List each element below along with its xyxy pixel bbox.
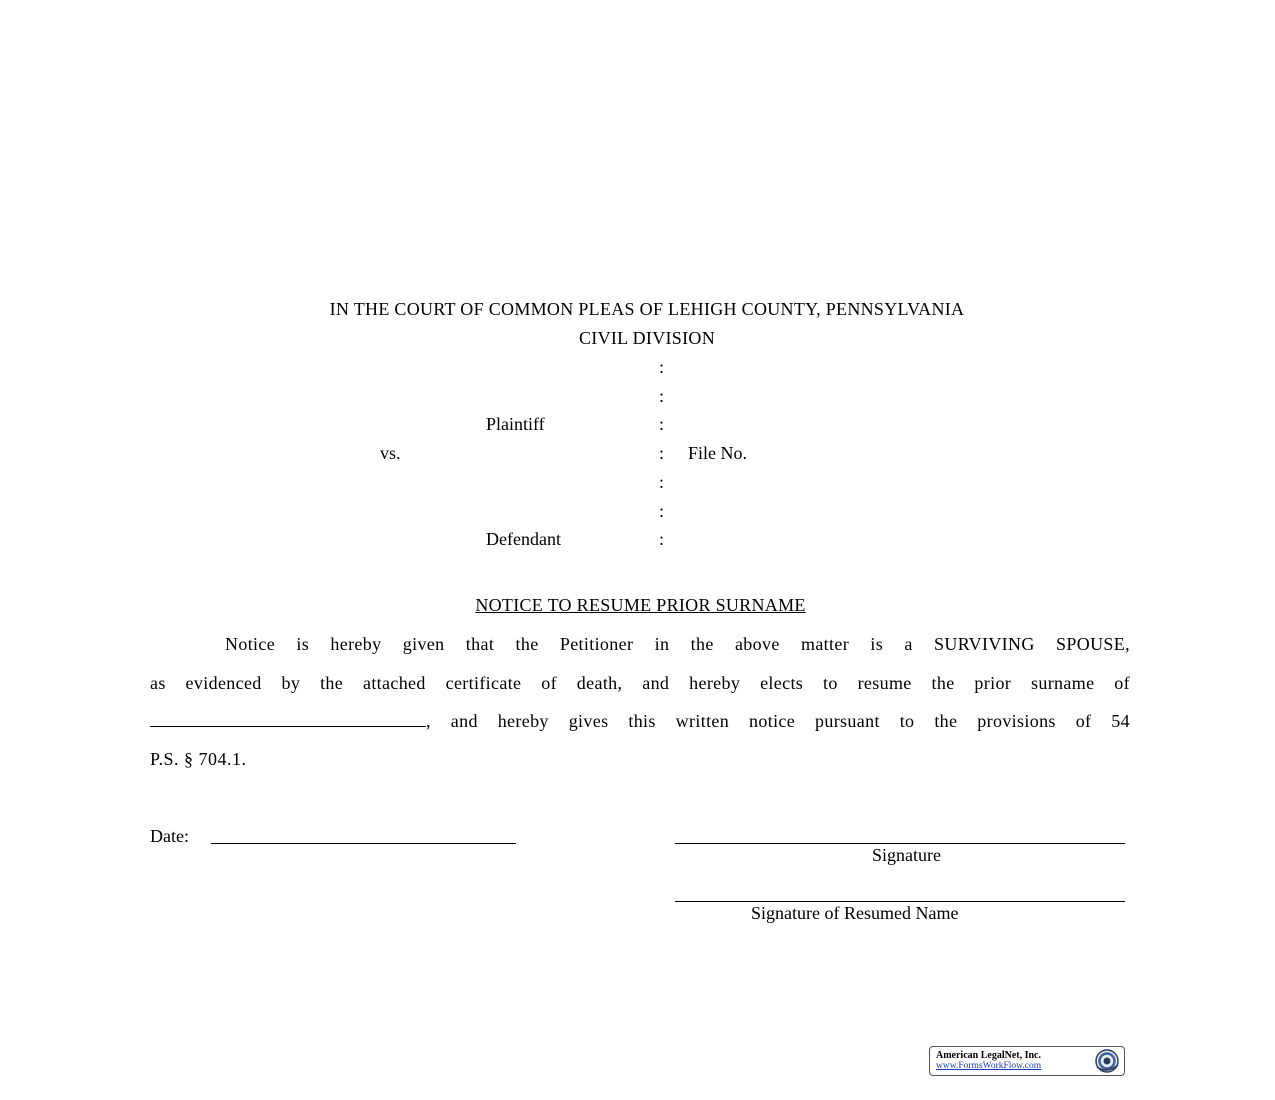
american-legalnet-logo — [929, 1046, 1125, 1076]
logo-company-name: American LegalNet, Inc. — [936, 1050, 1041, 1061]
plaintiff-label: Plaintiff — [486, 414, 545, 434]
caption-colon: : — [659, 529, 665, 549]
signature-label: Signature — [872, 845, 941, 865]
civil-division: CIVIL DIVISION — [578, 328, 715, 348]
notice-title-text: NOTICE TO RESUME PRIOR SURNAME — [475, 595, 806, 615]
date-label: Date: — [150, 826, 189, 846]
caption-colon: : — [659, 501, 665, 521]
defendant-label: Defendant — [486, 529, 561, 549]
date-line[interactable] — [211, 843, 516, 844]
logo-url-link[interactable]: www.FormsWorkFlow.com — [936, 1061, 1042, 1071]
notice-body-line: as evidenced by the attached certificate of death, and hereby elects to resume the prior surname of — [150, 673, 1130, 693]
notice-body-line: P.S. § 704.1. — [150, 749, 247, 769]
caption-colon: : — [659, 472, 665, 492]
notice-body-text: , and hereby gives this written notice pursuant to the provisions of 54 — [426, 711, 1130, 731]
notice-title — [0, 594, 1275, 616]
globe-icon — [1088, 1048, 1122, 1074]
caption-colon: : — [659, 386, 665, 406]
vs-label: vs. — [380, 443, 401, 463]
notice-body-line: Notice is hereby given that the Petitioner in the above matter is a SURVIVING SPOUSE, — [225, 634, 1130, 654]
resumed-name-label: Signature of Resumed Name — [751, 903, 959, 923]
caption-colon: : — [659, 443, 665, 463]
notice-body-line — [150, 710, 1130, 732]
caption-colon: : — [659, 357, 665, 377]
court-header: IN THE COURT OF COMMON PLEAS OF LEHIGH COUNTY, PENNSYLVANIA — [329, 299, 965, 319]
prior-surname-blank[interactable] — [150, 710, 426, 727]
file-no-label: File No. — [688, 443, 748, 463]
caption-colon: : — [659, 414, 665, 434]
